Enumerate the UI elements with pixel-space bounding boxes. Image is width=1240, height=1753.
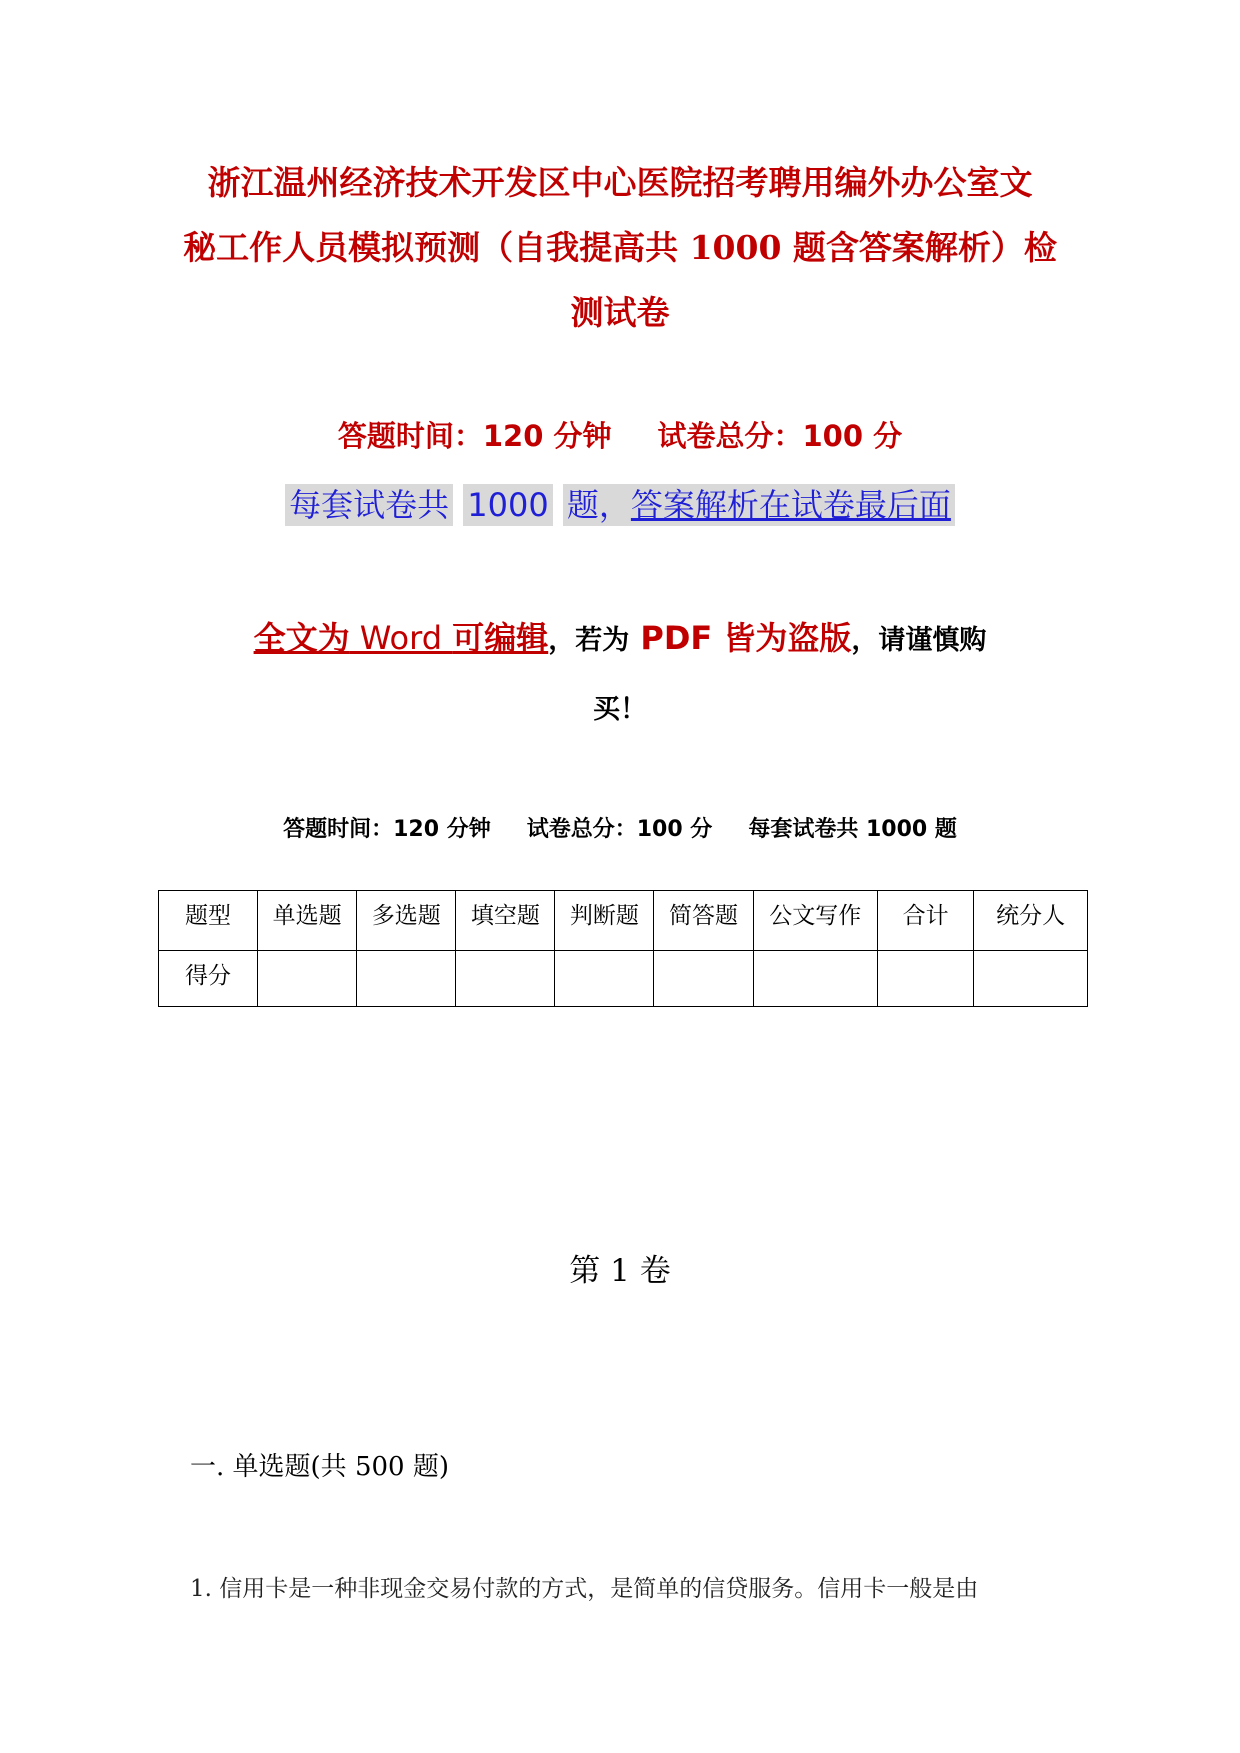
header-cell: 多选题 xyxy=(357,891,456,951)
summary-time: 答题时间：120 分钟 xyxy=(283,817,491,842)
answer-location-note: 答案解析在试卷最后面 xyxy=(630,486,951,524)
score-cell[interactable] xyxy=(753,951,877,1007)
title-line-1: 浙江温州经济技术开发区中心医院招考聘用编外办公室文 xyxy=(207,163,1033,202)
header-cell: 公文写作 xyxy=(753,891,877,951)
score-cell[interactable] xyxy=(555,951,654,1007)
title-line-2: 秘工作人员模拟预测（自我提高共 1000 题含答案解析）检 xyxy=(183,228,1057,267)
section-heading: 一. 单选题(共 500 题) xyxy=(190,1452,449,1482)
summary-count: 每套试卷共 1000 题 xyxy=(748,817,957,842)
question-count-prefix: 每套试卷共 xyxy=(285,484,453,526)
exam-total-score: 试卷总分：100 分 xyxy=(657,419,903,453)
score-table xyxy=(158,890,1088,1007)
score-cell[interactable] xyxy=(654,951,753,1007)
score-cell[interactable] xyxy=(258,951,357,1007)
question-count-suffix: 题， xyxy=(566,486,631,524)
document-title xyxy=(180,150,1060,345)
header-cell: 题型 xyxy=(159,891,258,951)
exam-time: 答题时间：120 分钟 xyxy=(337,419,612,453)
notice-line-2: 买！ xyxy=(593,694,647,725)
header-cell: 单选题 xyxy=(258,891,357,951)
question-count-number: 1000 xyxy=(463,484,552,526)
exam-info-summary xyxy=(180,812,1060,843)
header-cell: 简答题 xyxy=(654,891,753,951)
pdf-piracy-warning: PDF 皆为盗版 xyxy=(629,619,852,657)
summary-score: 试卷总分：100 分 xyxy=(526,817,713,842)
title-line-3: 测试卷 xyxy=(570,293,670,332)
score-table-score-row xyxy=(159,951,1088,1007)
question-text: 1. 信用卡是一种非现金交易付款的方式，是简单的信贷服务。信用卡一般是由 xyxy=(190,1576,979,1602)
score-cell[interactable] xyxy=(974,951,1088,1007)
copyright-notice: 全文为 Word 可编辑，若为 PDF 皆为盗版，请谨慎购 买！ xyxy=(253,619,987,725)
header-cell: 填空题 xyxy=(456,891,555,951)
score-cell[interactable] xyxy=(456,951,555,1007)
header-cell: 合计 xyxy=(877,891,973,951)
header-cell: 统分人 xyxy=(974,891,1088,951)
exam-info-red xyxy=(180,414,1060,455)
editable-notice: 全文为 Word 可编辑 xyxy=(253,619,549,657)
score-row-label: 得分 xyxy=(159,951,258,1007)
score-cell[interactable] xyxy=(357,951,456,1007)
header-cell: 判断题 xyxy=(555,891,654,951)
score-cell[interactable] xyxy=(877,951,973,1007)
exam-info-blue xyxy=(180,480,1060,530)
volume-heading: 第 1 卷 xyxy=(569,1253,671,1289)
score-table-header-row xyxy=(159,891,1088,951)
